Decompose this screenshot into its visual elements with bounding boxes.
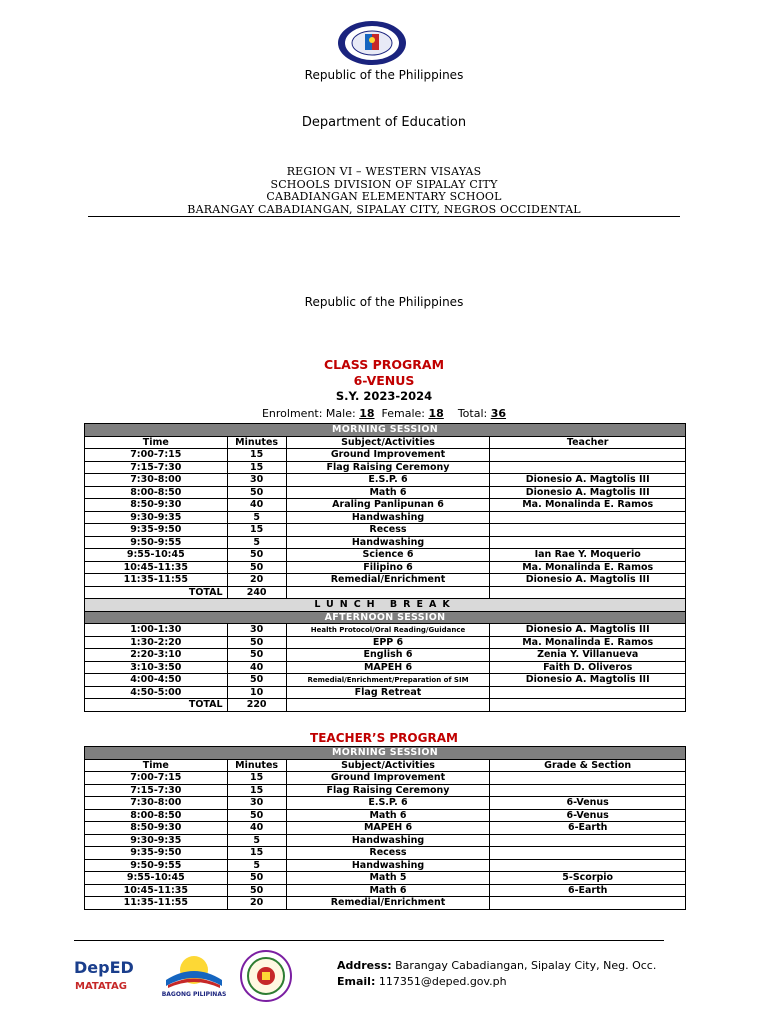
teacher-program-row bbox=[85, 834, 686, 847]
subject-cell: Flag Raising Ceremony bbox=[286, 784, 490, 797]
morning-row bbox=[85, 561, 686, 574]
tp-morning-session-header: MORNING SESSION bbox=[85, 747, 686, 760]
time-cell: 8:50-9:30 bbox=[85, 499, 228, 512]
enrolment-male-label: Enrolment: Male: bbox=[261, 407, 356, 420]
subject-cell: E.S.P. 6 bbox=[286, 474, 490, 487]
teacher-program-row bbox=[85, 772, 686, 785]
email-value[interactable]: 117351@deped.gov.ph bbox=[378, 975, 507, 988]
enrolment-male-count: 18 bbox=[359, 407, 375, 420]
teacher-cell: Faith D. Oliveros bbox=[490, 661, 686, 674]
subject-cell: Math 6 bbox=[286, 884, 490, 897]
total-empty bbox=[286, 699, 490, 712]
time-cell: 4:00-4:50 bbox=[85, 674, 228, 687]
morning-session-header: MORNING SESSION bbox=[85, 424, 686, 437]
morning-row bbox=[85, 474, 686, 487]
class-program-label: CLASS PROGRAM bbox=[323, 357, 445, 372]
school-line: CABADIANGAN ELEMENTARY SCHOOL bbox=[266, 190, 502, 203]
minutes-cell: 5 bbox=[227, 834, 286, 847]
teacher-cell: 6-Venus bbox=[490, 797, 686, 810]
teacher-cell: Ma. Monalinda E. Ramos bbox=[490, 499, 686, 512]
teacher-program-row bbox=[85, 847, 686, 860]
time-cell: 8:00-8:50 bbox=[85, 809, 228, 822]
subject-cell: Ground Improvement bbox=[286, 772, 490, 785]
minutes-cell: 50 bbox=[227, 561, 286, 574]
tp-column-header-time: Time bbox=[85, 759, 228, 772]
afternoon-row bbox=[85, 649, 686, 662]
morning-total-row bbox=[85, 586, 686, 599]
teacher-cell bbox=[490, 536, 686, 549]
afternoon-row bbox=[85, 674, 686, 687]
afternoon-row bbox=[85, 636, 686, 649]
teacher-cell: 6-Earth bbox=[490, 822, 686, 835]
enrolment-total-count: 36 bbox=[490, 407, 507, 420]
address-label: Address: bbox=[337, 959, 392, 972]
subject-cell: Araling Panlipunan 6 bbox=[286, 499, 490, 512]
column-header-subject: Subject/Activities bbox=[286, 436, 490, 449]
time-cell: 8:50-9:30 bbox=[85, 822, 228, 835]
time-cell: 7:15-7:30 bbox=[85, 784, 228, 797]
teacher-cell: Dionesio A. Magtolis III bbox=[490, 574, 686, 587]
subject-cell: Handwashing bbox=[286, 511, 490, 524]
subject-cell: Ground Improvement bbox=[286, 449, 490, 462]
subject-cell: MAPEH 6 bbox=[286, 822, 490, 835]
minutes-cell: 40 bbox=[227, 822, 286, 835]
teacher-cell bbox=[490, 847, 686, 860]
subject-cell: Health Protocol/Oral Reading/Guidance bbox=[286, 624, 490, 637]
subject-cell: EPP 6 bbox=[286, 636, 490, 649]
teacher-cell: Ma. Monalinda E. Ramos bbox=[490, 561, 686, 574]
subject-cell: Flag Raising Ceremony bbox=[286, 461, 490, 474]
morning-row bbox=[85, 486, 686, 499]
enrolment-female-count: 18 bbox=[428, 407, 444, 420]
minutes-cell: 50 bbox=[227, 486, 286, 499]
tp-column-header-grade-section: Grade & Section bbox=[490, 759, 686, 772]
teacher-cell bbox=[490, 449, 686, 462]
subject-cell: Filipino 6 bbox=[286, 561, 490, 574]
minutes-cell: 15 bbox=[227, 461, 286, 474]
time-cell: 11:35-11:55 bbox=[85, 897, 228, 910]
tp-column-header-minutes: Minutes bbox=[227, 759, 286, 772]
time-cell: 7:30-8:00 bbox=[85, 474, 228, 487]
school-year: S.Y. 2023-2024 bbox=[335, 389, 433, 403]
morning-row bbox=[85, 449, 686, 462]
teacher-cell bbox=[490, 784, 686, 797]
address-line: BARANGAY CABADIANGAN, SIPALAY CITY, NEGROS OCCIDENTAL bbox=[187, 202, 581, 216]
teacher-cell: Dionesio A. Magtolis III bbox=[490, 486, 686, 499]
minutes-cell: 20 bbox=[227, 897, 286, 910]
teacher-cell: 6-Venus bbox=[490, 809, 686, 822]
minutes-cell: 40 bbox=[227, 499, 286, 512]
minutes-cell: 50 bbox=[227, 872, 286, 885]
morning-row bbox=[85, 499, 686, 512]
minutes-cell: 15 bbox=[227, 772, 286, 785]
division-line: SCHOOLS DIVISION OF SIPALAY CITY bbox=[270, 177, 498, 191]
teacher-cell: Dionesio A. Magtolis III bbox=[490, 474, 686, 487]
teacher-cell bbox=[490, 834, 686, 847]
morning-row bbox=[85, 549, 686, 562]
enrolment-total-label: Total: bbox=[457, 407, 488, 420]
time-cell: 9:30-9:35 bbox=[85, 511, 228, 524]
teacher-cell: Dionesio A. Magtolis III bbox=[490, 674, 686, 687]
class-program-title bbox=[0, 357, 768, 389]
total-empty bbox=[490, 699, 686, 712]
teacher-program-row bbox=[85, 859, 686, 872]
teacher-program-row bbox=[85, 784, 686, 797]
time-cell: 11:35-11:55 bbox=[85, 574, 228, 587]
time-cell: 9:35-9:50 bbox=[85, 847, 228, 860]
afternoon-row bbox=[85, 624, 686, 637]
teacher-program-row bbox=[85, 809, 686, 822]
minutes-cell: 30 bbox=[227, 797, 286, 810]
minutes-cell: 15 bbox=[227, 449, 286, 462]
region-block bbox=[0, 166, 768, 216]
time-cell: 9:55-10:45 bbox=[85, 872, 228, 885]
teachers-program-table bbox=[84, 746, 686, 910]
morning-row bbox=[85, 574, 686, 587]
time-cell: 9:30-9:35 bbox=[85, 834, 228, 847]
teacher-cell bbox=[490, 897, 686, 910]
teacher-cell: 5-Scorpio bbox=[490, 872, 686, 885]
school-seal-logo bbox=[238, 950, 294, 1002]
teacher-cell bbox=[490, 686, 686, 699]
subject-cell: Math 6 bbox=[286, 486, 490, 499]
column-header-time: Time bbox=[85, 436, 228, 449]
morning-row bbox=[85, 536, 686, 549]
subject-cell: MAPEH 6 bbox=[286, 661, 490, 674]
minutes-cell: 40 bbox=[227, 661, 286, 674]
subject-cell: English 6 bbox=[286, 649, 490, 662]
bagong-pilipinas-text: BAGONG PILIPINAS bbox=[161, 991, 227, 998]
class-program-table bbox=[84, 423, 686, 712]
minutes-cell: 50 bbox=[227, 884, 286, 897]
republic-heading-repeat: Republic of the Philippines bbox=[304, 295, 464, 309]
subject-cell: Math 6 bbox=[286, 809, 490, 822]
teacher-cell bbox=[490, 511, 686, 524]
minutes-cell: 15 bbox=[227, 784, 286, 797]
lunch-break-banner: LUNCH BREAK bbox=[85, 599, 686, 612]
teacher-program-row bbox=[85, 822, 686, 835]
time-cell: 8:00-8:50 bbox=[85, 486, 228, 499]
republic-heading: Republic of the Philippines bbox=[304, 68, 464, 82]
bagong-pilipinas-logo bbox=[160, 952, 228, 998]
teacher-cell: Dionesio A. Magtolis III bbox=[490, 624, 686, 637]
minutes-cell: 5 bbox=[227, 859, 286, 872]
total-label: TOTAL bbox=[85, 699, 228, 712]
minutes-cell: 5 bbox=[227, 536, 286, 549]
section-label: 6-VENUS bbox=[353, 373, 415, 388]
total-minutes: 240 bbox=[227, 586, 286, 599]
afternoon-row bbox=[85, 661, 686, 674]
subject-cell: Handwashing bbox=[286, 859, 490, 872]
minutes-cell: 15 bbox=[227, 847, 286, 860]
time-cell: 10:45-11:35 bbox=[85, 884, 228, 897]
footer-contact bbox=[337, 958, 656, 990]
subject-cell: Science 6 bbox=[286, 549, 490, 562]
subject-cell: Handwashing bbox=[286, 536, 490, 549]
minutes-cell: 50 bbox=[227, 636, 286, 649]
column-header-minutes: Minutes bbox=[227, 436, 286, 449]
column-header-teacher: Teacher bbox=[490, 436, 686, 449]
total-empty bbox=[490, 586, 686, 599]
department-heading: Department of Education bbox=[301, 115, 467, 130]
subject-cell: Remedial/Enrichment bbox=[286, 897, 490, 910]
time-cell: 9:50-9:55 bbox=[85, 859, 228, 872]
time-cell: 10:45-11:35 bbox=[85, 561, 228, 574]
time-cell: 9:50-9:55 bbox=[85, 536, 228, 549]
footer-divider bbox=[74, 940, 664, 941]
teacher-cell bbox=[490, 859, 686, 872]
time-cell: 3:10-3:50 bbox=[85, 661, 228, 674]
total-label: TOTAL bbox=[85, 586, 228, 599]
deped-seal-logo bbox=[335, 20, 409, 66]
time-cell: 4:50-5:00 bbox=[85, 686, 228, 699]
matatag-logo-text: MATATAG bbox=[75, 981, 127, 992]
minutes-cell: 50 bbox=[227, 549, 286, 562]
total-empty bbox=[286, 586, 490, 599]
subject-cell: Remedial/Enrichment/Preparation of SIM bbox=[286, 674, 490, 687]
region-line: REGION VI – WESTERN VISAYAS bbox=[286, 165, 482, 178]
teacher-cell bbox=[490, 772, 686, 785]
teacher-program-row bbox=[85, 797, 686, 810]
afternoon-total-row bbox=[85, 699, 686, 712]
teachers-program-title: TEACHER’S PROGRAM bbox=[310, 731, 458, 745]
minutes-cell: 30 bbox=[227, 474, 286, 487]
time-cell: 1:30-2:20 bbox=[85, 636, 228, 649]
minutes-cell: 50 bbox=[227, 809, 286, 822]
deped-logo-text: DepED bbox=[74, 958, 134, 977]
minutes-cell: 20 bbox=[227, 574, 286, 587]
enrolment-line bbox=[0, 407, 768, 420]
deped-matatag-logo bbox=[72, 956, 147, 996]
afternoon-session-header: AFTERNOON SESSION bbox=[85, 611, 686, 624]
teacher-program-row bbox=[85, 872, 686, 885]
time-cell: 7:15-7:30 bbox=[85, 461, 228, 474]
subject-cell: Recess bbox=[286, 847, 490, 860]
time-cell: 9:55-10:45 bbox=[85, 549, 228, 562]
subject-cell: Flag Retreat bbox=[286, 686, 490, 699]
time-cell: 1:00-1:30 bbox=[85, 624, 228, 637]
afternoon-row bbox=[85, 686, 686, 699]
email-label: Email: bbox=[337, 975, 376, 988]
subject-cell: Recess bbox=[286, 524, 490, 537]
teacher-program-row bbox=[85, 884, 686, 897]
time-cell: 7:00-7:15 bbox=[85, 449, 228, 462]
morning-row bbox=[85, 511, 686, 524]
total-minutes: 220 bbox=[227, 699, 286, 712]
minutes-cell: 10 bbox=[227, 686, 286, 699]
time-cell: 7:00-7:15 bbox=[85, 772, 228, 785]
morning-row bbox=[85, 524, 686, 537]
minutes-cell: 15 bbox=[227, 524, 286, 537]
morning-row bbox=[85, 461, 686, 474]
subject-cell: Remedial/Enrichment bbox=[286, 574, 490, 587]
subject-cell: Handwashing bbox=[286, 834, 490, 847]
enrolment-female-label: Female: bbox=[381, 407, 425, 420]
time-cell: 9:35-9:50 bbox=[85, 524, 228, 537]
header-divider bbox=[88, 216, 680, 217]
teacher-cell: Ma. Monalinda E. Ramos bbox=[490, 636, 686, 649]
teacher-cell: Ian Rae Y. Moquerio bbox=[490, 549, 686, 562]
subject-cell: Math 5 bbox=[286, 872, 490, 885]
minutes-cell: 50 bbox=[227, 674, 286, 687]
teacher-cell: 6-Earth bbox=[490, 884, 686, 897]
teacher-cell bbox=[490, 524, 686, 537]
subject-cell: E.S.P. 6 bbox=[286, 797, 490, 810]
time-cell: 7:30-8:00 bbox=[85, 797, 228, 810]
minutes-cell: 30 bbox=[227, 624, 286, 637]
time-cell: 2:20-3:10 bbox=[85, 649, 228, 662]
teacher-cell bbox=[490, 461, 686, 474]
minutes-cell: 50 bbox=[227, 649, 286, 662]
tp-column-header-subject: Subject/Activities bbox=[286, 759, 490, 772]
teacher-cell: Zenia Y. Villanueva bbox=[490, 649, 686, 662]
minutes-cell: 5 bbox=[227, 511, 286, 524]
address-value: Barangay Cabadiangan, Sipalay City, Neg. Occ. bbox=[395, 959, 657, 972]
teacher-program-row bbox=[85, 897, 686, 910]
